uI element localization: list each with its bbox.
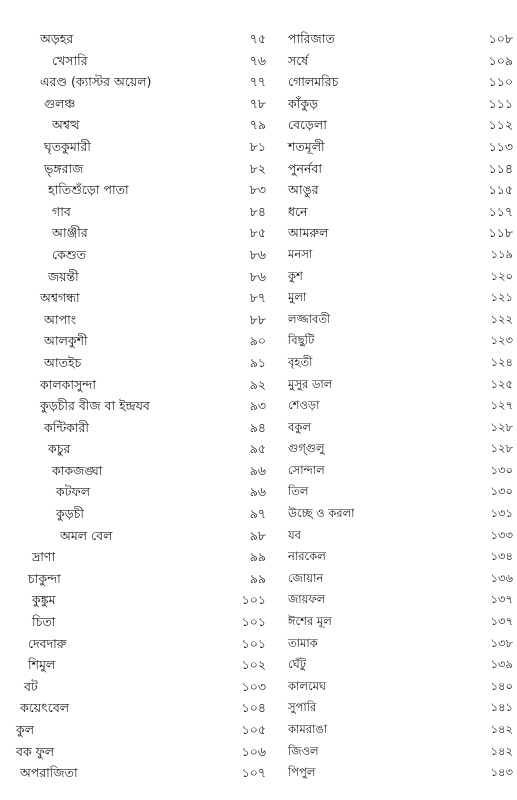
index-entry	[282, 309, 517, 331]
index-entry	[0, 589, 272, 611]
entry-name: কুল	[16, 722, 35, 737]
entry-page-number: ৮৩	[249, 182, 266, 198]
entry-page-number: ৯২	[249, 376, 266, 392]
index-entry	[282, 589, 517, 611]
entry-name: কটফল	[56, 484, 91, 500]
entry-page-number: ১৩৯	[490, 657, 513, 672]
index-entry	[282, 266, 517, 288]
index-entry	[0, 503, 272, 525]
index-entry	[282, 114, 517, 136]
entry-page-number: ১৩১	[490, 506, 513, 521]
entry-name: নারকেল	[288, 549, 326, 564]
entry-name: বৃহতী	[288, 354, 313, 369]
index-entry	[0, 287, 272, 309]
entry-page-number: ১৩৭	[490, 592, 513, 607]
entry-name: দ্রাণা	[32, 549, 56, 565]
entry-page-number: ১৪০	[490, 678, 513, 693]
index-entry	[282, 481, 517, 503]
index-entry	[0, 330, 272, 352]
entry-page-number: ১০১	[241, 592, 266, 608]
entry-page-number: ১২৪	[490, 354, 513, 369]
index-entry	[282, 719, 517, 741]
entry-name: কুশ	[288, 268, 303, 283]
index-left-column	[0, 28, 272, 784]
entry-name: আলকুশী	[44, 333, 88, 349]
index-entry	[282, 374, 517, 396]
index-entry	[0, 201, 272, 223]
entry-page-number: ১১৮	[488, 225, 513, 241]
entry-page-number: ৭৮	[249, 95, 266, 111]
index-right-column	[282, 28, 517, 784]
index-entry	[0, 222, 272, 244]
index-entry	[0, 697, 272, 719]
entry-page-number: ৭৫	[249, 31, 266, 46]
entry-name: জয়ন্তী	[48, 268, 79, 284]
entry-page-number: ১২৮	[490, 441, 513, 456]
entry-page-number: ৯৯	[249, 570, 266, 586]
entry-page-number: ১২৭	[490, 398, 513, 413]
entry-name: কামরাঙা	[288, 722, 328, 736]
index-entry	[0, 417, 272, 439]
entry-page-number: ১৪২	[490, 722, 513, 736]
index-entry	[282, 633, 517, 655]
entry-page-number: ১০৬	[241, 743, 266, 759]
entry-name: তিল	[288, 484, 309, 499]
entry-name: কুড়চীর বীজ বা ইন্দ্রযব	[40, 398, 150, 414]
entry-name: শেওড়া	[288, 398, 320, 413]
entry-page-number: ১১৩	[488, 138, 513, 154]
entry-page-number: ১০২	[241, 657, 266, 673]
index-entry	[0, 266, 272, 288]
entry-name: আঙুর	[288, 182, 319, 198]
entry-name: বকুল	[288, 419, 312, 434]
entry-name: পারিজাত	[288, 31, 335, 46]
entry-page-number: ৭৭	[249, 74, 266, 90]
entry-name: আপাং	[44, 311, 77, 327]
entry-name: পুনর্নবা	[288, 160, 322, 176]
index-entry	[282, 654, 517, 676]
entry-page-number: ৭৬	[249, 52, 266, 68]
index-entry	[282, 28, 517, 50]
entry-name: লজ্জাবতী	[288, 311, 331, 326]
entry-name: বক ফুল	[16, 743, 55, 759]
entry-name: আঞ্জীর	[52, 225, 88, 241]
entry-page-number: ১৩০	[490, 484, 513, 499]
entry-name: বট	[24, 678, 38, 694]
entry-name: কন্টিকারী	[44, 419, 89, 435]
entry-name: চাকুন্দা	[28, 570, 61, 586]
index-entry	[282, 525, 517, 547]
entry-name: তামাক	[288, 635, 318, 650]
entry-name: ধনে	[288, 203, 308, 219]
entry-page-number: ৯৮	[249, 527, 266, 543]
entry-name: চিতা	[32, 614, 56, 630]
index-entry	[0, 525, 272, 547]
index-entry	[0, 762, 272, 784]
entry-name: অশ্বগন্ধা	[40, 290, 80, 306]
entry-name: গাব	[52, 203, 71, 219]
entry-page-number: ৮১	[249, 138, 266, 154]
entry-page-number: ৯৬	[249, 462, 266, 478]
index-entry	[0, 676, 272, 698]
entry-page-number: ৯৭	[249, 506, 266, 522]
entry-page-number: ১৪২	[490, 743, 513, 758]
entry-name: ঘেঁটু	[288, 657, 307, 672]
entry-name: কেশুত	[52, 246, 86, 262]
entry-name: অশ্বত্থ	[52, 117, 80, 133]
entry-page-number: ৯৯	[249, 549, 266, 565]
entry-name: বিছুটি	[288, 333, 315, 348]
index-entry	[0, 244, 272, 266]
entry-name: দেবদারু	[28, 635, 67, 651]
entry-page-number: ১০১	[241, 614, 266, 630]
entry-page-number: ৮৮	[249, 311, 266, 327]
entry-name: সর্ষে	[288, 52, 309, 68]
entry-name: কয়েৎবেল	[20, 700, 70, 716]
entry-page-number: ৮২	[249, 160, 266, 176]
entry-page-number: ৮৭	[249, 290, 266, 306]
index-entry	[282, 460, 517, 482]
entry-name: কালকাসুন্দা	[40, 376, 96, 392]
entry-page-number: ১৩৭	[490, 614, 513, 629]
index-entry	[282, 503, 517, 525]
entry-name: ঘৃতকুমারী	[44, 138, 91, 154]
entry-page-number: ১২০	[490, 268, 513, 283]
index-entry	[0, 93, 272, 115]
entry-name: কুঙ্কুম	[32, 592, 56, 608]
entry-name: মনসা	[288, 246, 313, 261]
index-entry	[282, 330, 517, 352]
entry-page-number: ১২৩	[490, 333, 513, 348]
index-entry	[0, 654, 272, 676]
index-entry	[282, 546, 517, 568]
entry-name: কাঁকুড়	[288, 95, 319, 111]
index-entry	[282, 762, 517, 784]
index-entry	[282, 438, 517, 460]
index-entry	[282, 568, 517, 590]
entry-page-number: ৮৬	[249, 246, 266, 262]
index-entry	[0, 352, 272, 374]
entry-page-number: ১০৭	[241, 765, 266, 781]
index-entry	[0, 309, 272, 331]
entry-name: গুলঞ্চ	[44, 95, 76, 111]
entry-page-number: ১০৯	[488, 52, 513, 68]
entry-page-number: ১১৪	[488, 160, 513, 176]
entry-page-number: ১৩৬	[490, 570, 513, 585]
entry-name: শিমুল	[28, 657, 56, 673]
entry-name: মুসুর ডাল	[288, 376, 333, 391]
index-entry	[282, 417, 517, 439]
entry-page-number: ৯০	[249, 333, 266, 349]
index-entry	[282, 222, 517, 244]
entry-name: এরণ্ড (ক্যাস্টর অয়েল)	[40, 74, 152, 90]
entry-name: শতমূলী	[288, 138, 325, 154]
index-entry	[282, 697, 517, 719]
index-entry	[0, 633, 272, 655]
entry-page-number: ৯১	[249, 354, 266, 370]
index-entry	[0, 438, 272, 460]
index-entry	[0, 114, 272, 136]
entry-page-number: ৮৪	[249, 203, 266, 219]
index-entry	[282, 244, 517, 266]
entry-name: পিপুল	[288, 765, 316, 780]
entry-name: জিওল	[288, 743, 319, 758]
entry-page-number: ১১৯	[490, 246, 513, 261]
entry-page-number: ১০৩	[241, 678, 266, 694]
index-entry	[282, 352, 517, 374]
entry-page-number: ১১৫	[488, 182, 513, 198]
entry-page-number: ১৪৩	[490, 765, 513, 780]
entry-name: হাতিশুঁড়ো পাতা	[48, 182, 129, 198]
entry-name: ঈশের মূল	[288, 614, 332, 629]
entry-name: মুলা	[288, 290, 307, 305]
entry-page-number: ১৪১	[490, 700, 513, 715]
entry-name: কচুর	[48, 441, 71, 457]
entry-page-number: ১৩০	[490, 462, 513, 477]
index-entry	[0, 374, 272, 396]
index-entry	[282, 136, 517, 158]
index-entry	[282, 611, 517, 633]
index-entry	[0, 28, 272, 50]
entry-page-number: ১১০	[488, 74, 513, 90]
entry-name: যব	[288, 527, 302, 542]
entry-name: জায়ফল	[288, 592, 326, 607]
index-entry	[0, 395, 272, 417]
index-entry	[0, 719, 272, 741]
entry-page-number: ১২৮	[490, 419, 513, 434]
index-entry	[282, 395, 517, 417]
entry-page-number: ৮৫	[249, 225, 266, 241]
entry-page-number: ৯৬	[249, 484, 266, 500]
entry-name: কাকজঙ্ঘা	[52, 462, 103, 478]
index-entry	[0, 568, 272, 590]
index-entry	[0, 546, 272, 568]
entry-page-number: ১২৫	[490, 376, 513, 391]
entry-name: আতইচ	[44, 354, 82, 370]
index-entry	[282, 93, 517, 115]
entry-page-number: ১০৫	[241, 722, 266, 737]
entry-name: বেড়েলা	[288, 117, 327, 133]
entry-name: কুড়চী	[56, 506, 84, 522]
index-entry	[0, 158, 272, 180]
entry-name: খেসারি	[52, 52, 88, 68]
entry-page-number: ১১২	[488, 117, 513, 133]
index-entry	[0, 50, 272, 72]
entry-name: গোলমরিচ	[288, 74, 339, 90]
entry-page-number: ১১১	[488, 95, 513, 111]
entry-page-number: ১২২	[490, 311, 513, 326]
entry-page-number: ৯৩	[249, 398, 266, 414]
entry-name: ভৃঙ্গরাজ	[44, 160, 84, 176]
entry-page-number: ১৩৪	[490, 549, 513, 564]
entry-page-number: ৮৬	[249, 268, 266, 284]
index-entry	[282, 287, 517, 309]
entry-name: কালমেঘ	[288, 678, 327, 693]
entry-name: উচ্ছে ও করলা	[288, 506, 355, 521]
index-entry	[0, 741, 272, 763]
entry-name: অপরাজিতা	[20, 765, 78, 781]
index-entry	[282, 201, 517, 223]
index-entry	[282, 179, 517, 201]
entry-page-number: ১০৮	[488, 31, 513, 46]
entry-name: সোন্দাল	[288, 462, 325, 477]
entry-page-number: ৯৪	[249, 419, 266, 435]
index-entry	[0, 611, 272, 633]
entry-name: অমল বেল	[60, 527, 113, 543]
index-entry	[282, 50, 517, 72]
entry-page-number: ১০৪	[241, 700, 266, 716]
index-entry	[0, 460, 272, 482]
entry-name: অড়হর	[40, 31, 74, 46]
entry-page-number: ১৩৮	[490, 635, 513, 650]
entry-name: গুগ্গুলু	[288, 441, 325, 456]
index-entry	[282, 158, 517, 180]
index-entry	[0, 179, 272, 201]
entry-name: জোয়ান	[288, 570, 324, 585]
entry-page-number: ১০১	[241, 635, 266, 651]
entry-name: আমরুল	[288, 225, 329, 241]
index-entry	[282, 676, 517, 698]
entry-name: সুপারি	[288, 700, 317, 715]
entry-page-number: ৯৫	[249, 441, 266, 457]
index-entry	[0, 481, 272, 503]
index-entry	[0, 71, 272, 93]
index-entry	[282, 741, 517, 763]
entry-page-number: ৭৯	[249, 117, 266, 133]
index-entry	[0, 136, 272, 158]
entry-page-number: ১১৭	[488, 203, 513, 219]
entry-page-number: ১২১	[490, 290, 513, 305]
index-entry	[282, 71, 517, 93]
entry-page-number: ১৩৩	[490, 527, 513, 542]
